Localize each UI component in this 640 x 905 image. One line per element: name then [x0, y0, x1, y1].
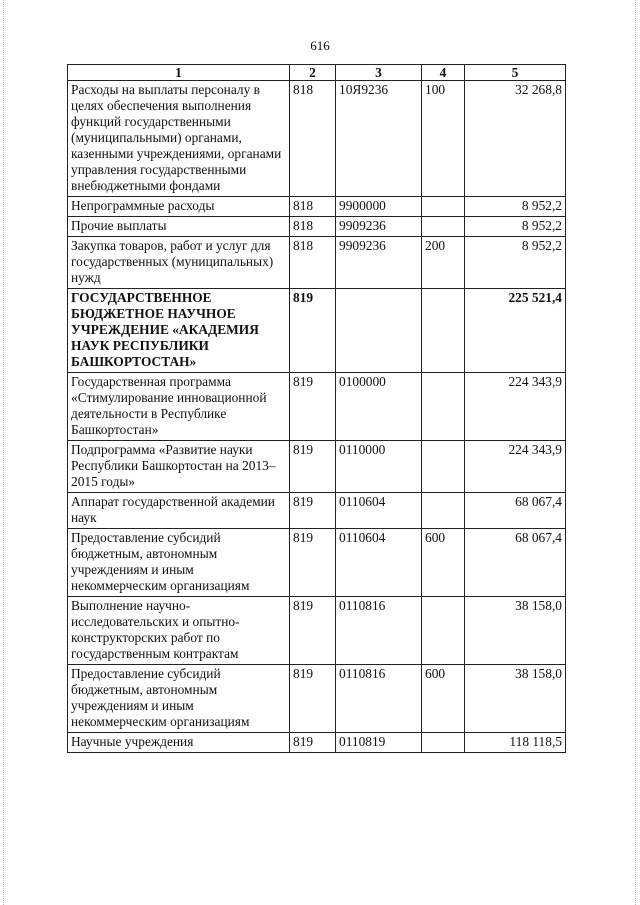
table-row	[68, 529, 566, 597]
row-code-cell: 818	[290, 197, 336, 217]
row-type-cell: 100	[422, 81, 465, 197]
row-code-cell: 819	[290, 529, 336, 597]
row-type-cell	[422, 289, 465, 373]
row-name-cell: Научные учреждения	[68, 733, 290, 753]
row-name-cell: Непрограммные расходы	[68, 197, 290, 217]
table-row	[68, 493, 566, 529]
row-code-cell: 819	[290, 597, 336, 665]
column-header-article: 3	[336, 65, 422, 81]
page-edge-left	[3, 0, 5, 905]
row-code-cell: 819	[290, 289, 336, 373]
table-header-row	[68, 65, 566, 81]
row-code-cell: 818	[290, 237, 336, 289]
table-row	[68, 197, 566, 217]
row-article-cell: 0100000	[336, 373, 422, 441]
row-article-cell: 0110816	[336, 597, 422, 665]
row-code-cell: 819	[290, 441, 336, 493]
column-header-sum: 5	[465, 65, 566, 81]
row-name-cell: Расходы на выплаты персоналу в целях обеспечения выполнения функций государственными (муниципальными) органами, казенными учреждениями, органами управления государственными внебюджетными фондами	[68, 81, 290, 197]
row-article-cell: 0110819	[336, 733, 422, 753]
column-header-name: 1	[68, 65, 290, 81]
row-type-cell: 600	[422, 665, 465, 733]
table-row	[68, 597, 566, 665]
row-code-cell: 819	[290, 373, 336, 441]
row-name-cell: Выполнение научно-исследовательских и опытно-конструкторских работ по государственным контрактам	[68, 597, 290, 665]
row-type-cell	[422, 217, 465, 237]
page-number: 616	[310, 38, 330, 53]
row-type-cell	[422, 733, 465, 753]
page-edge-right	[635, 0, 637, 905]
row-sum-cell: 224 343,9	[465, 373, 566, 441]
column-header-type: 4	[422, 65, 465, 81]
table-row	[68, 217, 566, 237]
row-code-cell: 818	[290, 217, 336, 237]
row-type-cell	[422, 441, 465, 493]
budget-table	[67, 64, 566, 753]
row-name-cell: Аппарат государственной академии наук	[68, 493, 290, 529]
row-code-cell: 819	[290, 665, 336, 733]
column-header-code: 2	[290, 65, 336, 81]
row-sum-cell: 118 118,5	[465, 733, 566, 753]
row-article-cell: 9909236	[336, 217, 422, 237]
row-code-cell: 818	[290, 81, 336, 197]
row-sum-cell: 225 521,4	[465, 289, 566, 373]
row-sum-cell: 38 158,0	[465, 665, 566, 733]
row-sum-cell: 8 952,2	[465, 197, 566, 217]
row-name-cell: Государственная программа «Стимулирование инновационной деятельности в Республике Башкортостан»	[68, 373, 290, 441]
row-article-cell: 0110816	[336, 665, 422, 733]
row-name-cell: Подпрограмма «Развитие науки Республики Башкортостан на 2013–2015 годы»	[68, 441, 290, 493]
table-row	[68, 441, 566, 493]
row-type-cell: 200	[422, 237, 465, 289]
row-code-cell: 819	[290, 733, 336, 753]
row-type-cell	[422, 597, 465, 665]
table-row	[68, 733, 566, 753]
row-article-cell: 0110604	[336, 529, 422, 597]
table-row	[68, 237, 566, 289]
row-type-cell	[422, 373, 465, 441]
row-sum-cell: 32 268,8	[465, 81, 566, 197]
row-sum-cell: 8 952,2	[465, 217, 566, 237]
row-name-cell: Предоставление субсидий бюджетным, автономным учреждениям и иным некоммерческим организациям	[68, 665, 290, 733]
table-body	[68, 81, 566, 753]
row-sum-cell: 224 343,9	[465, 441, 566, 493]
row-sum-cell: 68 067,4	[465, 529, 566, 597]
row-name-cell: ГОСУДАРСТВЕННОЕ БЮДЖЕТНОЕ НАУЧНОЕ УЧРЕЖДЕНИЕ «АКАДЕМИЯ НАУК РЕСПУБЛИКИ БАШКОРТОСТАН»	[68, 289, 290, 373]
row-article-cell: 0110000	[336, 441, 422, 493]
row-sum-cell: 38 158,0	[465, 597, 566, 665]
table-row	[68, 81, 566, 197]
row-name-cell: Предоставление субсидий бюджетным, автономным учреждениям и иным некоммерческим организациям	[68, 529, 290, 597]
row-name-cell: Закупка товаров, работ и услуг для государственных (муниципальных) нужд	[68, 237, 290, 289]
row-article-cell: 0110604	[336, 493, 422, 529]
table-row	[68, 373, 566, 441]
row-article-cell	[336, 289, 422, 373]
row-article-cell: 9900000	[336, 197, 422, 217]
row-sum-cell: 68 067,4	[465, 493, 566, 529]
row-sum-cell: 8 952,2	[465, 237, 566, 289]
row-type-cell: 600	[422, 529, 465, 597]
row-name-cell: Прочие выплаты	[68, 217, 290, 237]
table-row	[68, 665, 566, 733]
row-code-cell: 819	[290, 493, 336, 529]
row-type-cell	[422, 197, 465, 217]
row-article-cell: 9909236	[336, 237, 422, 289]
table-row	[68, 289, 566, 373]
row-type-cell	[422, 493, 465, 529]
row-article-cell: 10Я9236	[336, 81, 422, 197]
